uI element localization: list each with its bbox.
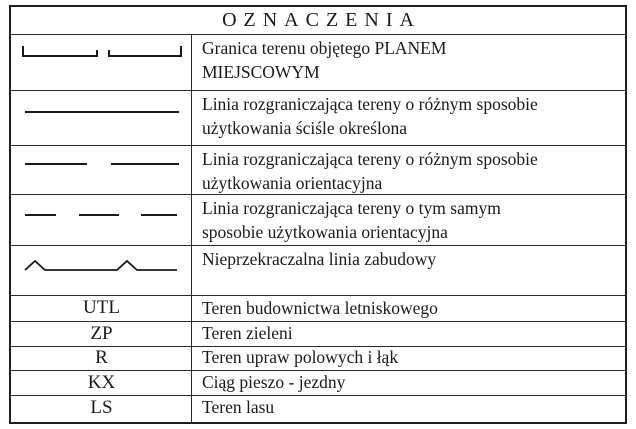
legend-row [11, 34, 625, 90]
short-dash-line-icon [11, 195, 192, 245]
legend-description: Nieprzekraczalna linia zabudowy [202, 249, 437, 269]
legend-table [9, 5, 627, 424]
legend-description: Teren upraw polowych i łąk [202, 347, 399, 367]
legend-row [11, 395, 625, 422]
legend-description: Ciąg pieszo - jezdny [202, 372, 346, 392]
legend-row [11, 90, 625, 145]
legend-row [11, 370, 625, 395]
legend-description: sposobie użytkowania orientacyjna [202, 222, 448, 242]
legend-description: Teren zieleni [202, 323, 293, 343]
solid-line-icon [11, 91, 192, 145]
legend-description: Linia rozgraniczająca tereny o różnym sposobie [202, 94, 538, 114]
legend-description: użytkowania orientacyjna [202, 173, 383, 193]
long-dash-line-icon [11, 146, 192, 194]
legend-description: Teren budownictwa letniskowego [202, 298, 438, 318]
legend-description: Teren lasu [202, 397, 275, 417]
legend-description: Linia rozgraniczająca tereny o tym samym [202, 198, 501, 218]
legend-title-row [11, 7, 625, 34]
legend-title: OZNACZENIA [222, 9, 421, 31]
legend-row [11, 194, 625, 245]
legend-row [11, 145, 625, 194]
legend-code: UTL [83, 297, 120, 318]
legend-row [11, 245, 625, 295]
legend-code: R [95, 347, 108, 368]
legend-code: ZP [90, 323, 113, 344]
legend-code: LS [90, 397, 113, 418]
building-line-icon [11, 246, 192, 295]
legend-description: Granica terenu objętego PLANEM [202, 38, 447, 58]
legend-code: KX [87, 372, 116, 393]
boundary-line-icon [11, 35, 192, 90]
legend-row [11, 321, 625, 346]
legend-row [11, 295, 625, 321]
legend-row [11, 346, 625, 370]
legend-description: Linia rozgraniczająca tereny o różnym sposobie [202, 149, 538, 169]
legend-description: użytkowania ściśle określona [202, 118, 408, 138]
legend-description: MIEJSCOWYM [202, 62, 320, 82]
